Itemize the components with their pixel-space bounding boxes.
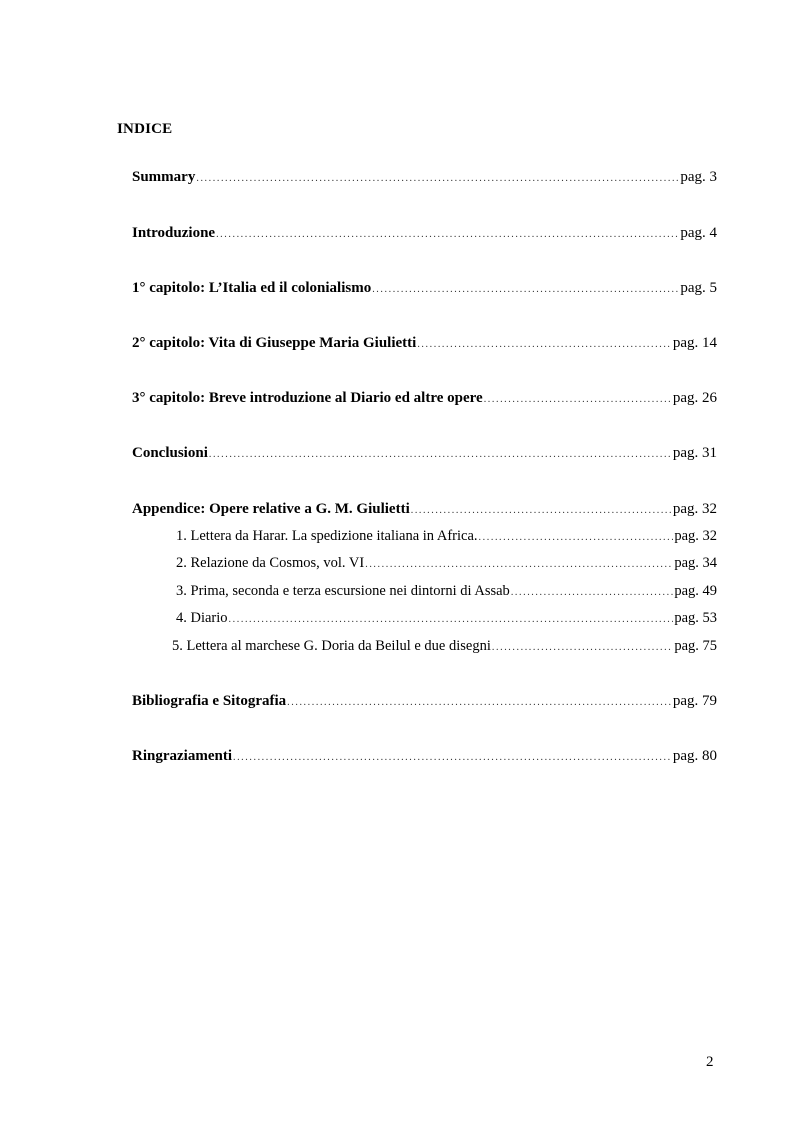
toc-entry-title: Appendice: Opere relative a G. M. Giulietti xyxy=(132,501,410,517)
toc-entry-appendice xyxy=(132,498,717,520)
toc-subentry-escursioni-assab xyxy=(176,580,717,602)
toc-subentry-page: pag. 32 xyxy=(674,528,717,544)
toc-entry-ringraziamenti xyxy=(132,745,717,767)
dot-leader xyxy=(287,692,672,712)
toc-entry-title: Summary xyxy=(132,169,196,185)
toc-subentry-lettera-harar xyxy=(176,525,717,547)
dot-leader xyxy=(229,609,674,629)
dot-leader xyxy=(484,389,672,409)
toc-entry-chapter-1 xyxy=(132,277,717,299)
toc-entry-page: pag. 26 xyxy=(672,390,717,406)
dot-leader xyxy=(365,554,673,574)
toc-entry-chapter-3 xyxy=(132,387,717,409)
dot-leader xyxy=(372,279,679,299)
page-number: 2 xyxy=(706,1054,714,1070)
toc-subentry-page: pag. 49 xyxy=(674,583,717,599)
toc-entry-title: 1° capitolo: L’Italia ed il colonialismo xyxy=(132,280,372,296)
dot-leader xyxy=(209,444,672,464)
dot-leader xyxy=(233,747,672,767)
dot-leader xyxy=(196,168,679,188)
toc-subentry-title: 2. Relazione da Cosmos, vol. VI xyxy=(176,555,365,571)
toc-entry-page: pag. 79 xyxy=(672,693,717,709)
dot-leader xyxy=(411,500,672,520)
toc-subentry-title: 4. Diario xyxy=(176,610,228,626)
toc-entry-page: pag. 5 xyxy=(680,280,717,296)
dot-leader xyxy=(511,582,674,602)
toc-entry-summary xyxy=(132,166,717,188)
toc-entry-page: pag. 80 xyxy=(672,748,717,764)
toc-entry-page: pag. 31 xyxy=(672,445,717,461)
toc-entry-page: pag. 4 xyxy=(680,225,717,241)
toc-subentry-title: 3. Prima, seconda e terza escursione nei dintorni di Assab xyxy=(176,583,510,599)
toc-subentry-relazione-cosmos xyxy=(176,552,717,574)
toc-entry-title: Ringraziamenti xyxy=(132,748,232,764)
dot-leader xyxy=(479,527,674,547)
page-title: INDICE xyxy=(117,121,173,137)
toc-entry-title: 3° capitolo: Breve introduzione al Diario ed altre opere xyxy=(132,390,483,406)
toc-entry-page: pag. 32 xyxy=(672,501,717,517)
toc-subentry-lettera-doria xyxy=(172,635,717,657)
dot-leader xyxy=(492,637,673,657)
toc-entry-title: Introduzione xyxy=(132,225,216,241)
toc-entry-page: pag. 14 xyxy=(672,335,717,351)
toc-entry-title: Conclusioni xyxy=(132,445,208,461)
toc-subentry-page: pag. 34 xyxy=(674,555,717,571)
toc-entry-chapter-2 xyxy=(132,332,717,354)
toc-entry-bibliografia xyxy=(132,690,717,712)
toc-subentry-title: 5. Lettera al marchese G. Doria da Beilul e due disegni xyxy=(172,638,491,654)
toc-entry-title: Bibliografia e Sitografia xyxy=(132,693,287,709)
toc-subentry-title: 1. Lettera da Harar. La spedizione italiana in Africa. xyxy=(176,528,478,544)
toc-entry-introduzione xyxy=(132,222,717,244)
toc-entry-title: 2° capitolo: Vita di Giuseppe Maria Giulietti xyxy=(132,335,417,351)
dot-leader xyxy=(417,334,672,354)
toc-subentry-page: pag. 53 xyxy=(674,610,717,626)
toc-subentry-diario xyxy=(176,607,717,629)
dot-leader xyxy=(216,224,679,244)
toc-subentry-page: pag. 75 xyxy=(674,638,717,654)
toc-entry-page: pag. 3 xyxy=(680,169,717,185)
toc-entry-conclusioni xyxy=(132,442,717,464)
